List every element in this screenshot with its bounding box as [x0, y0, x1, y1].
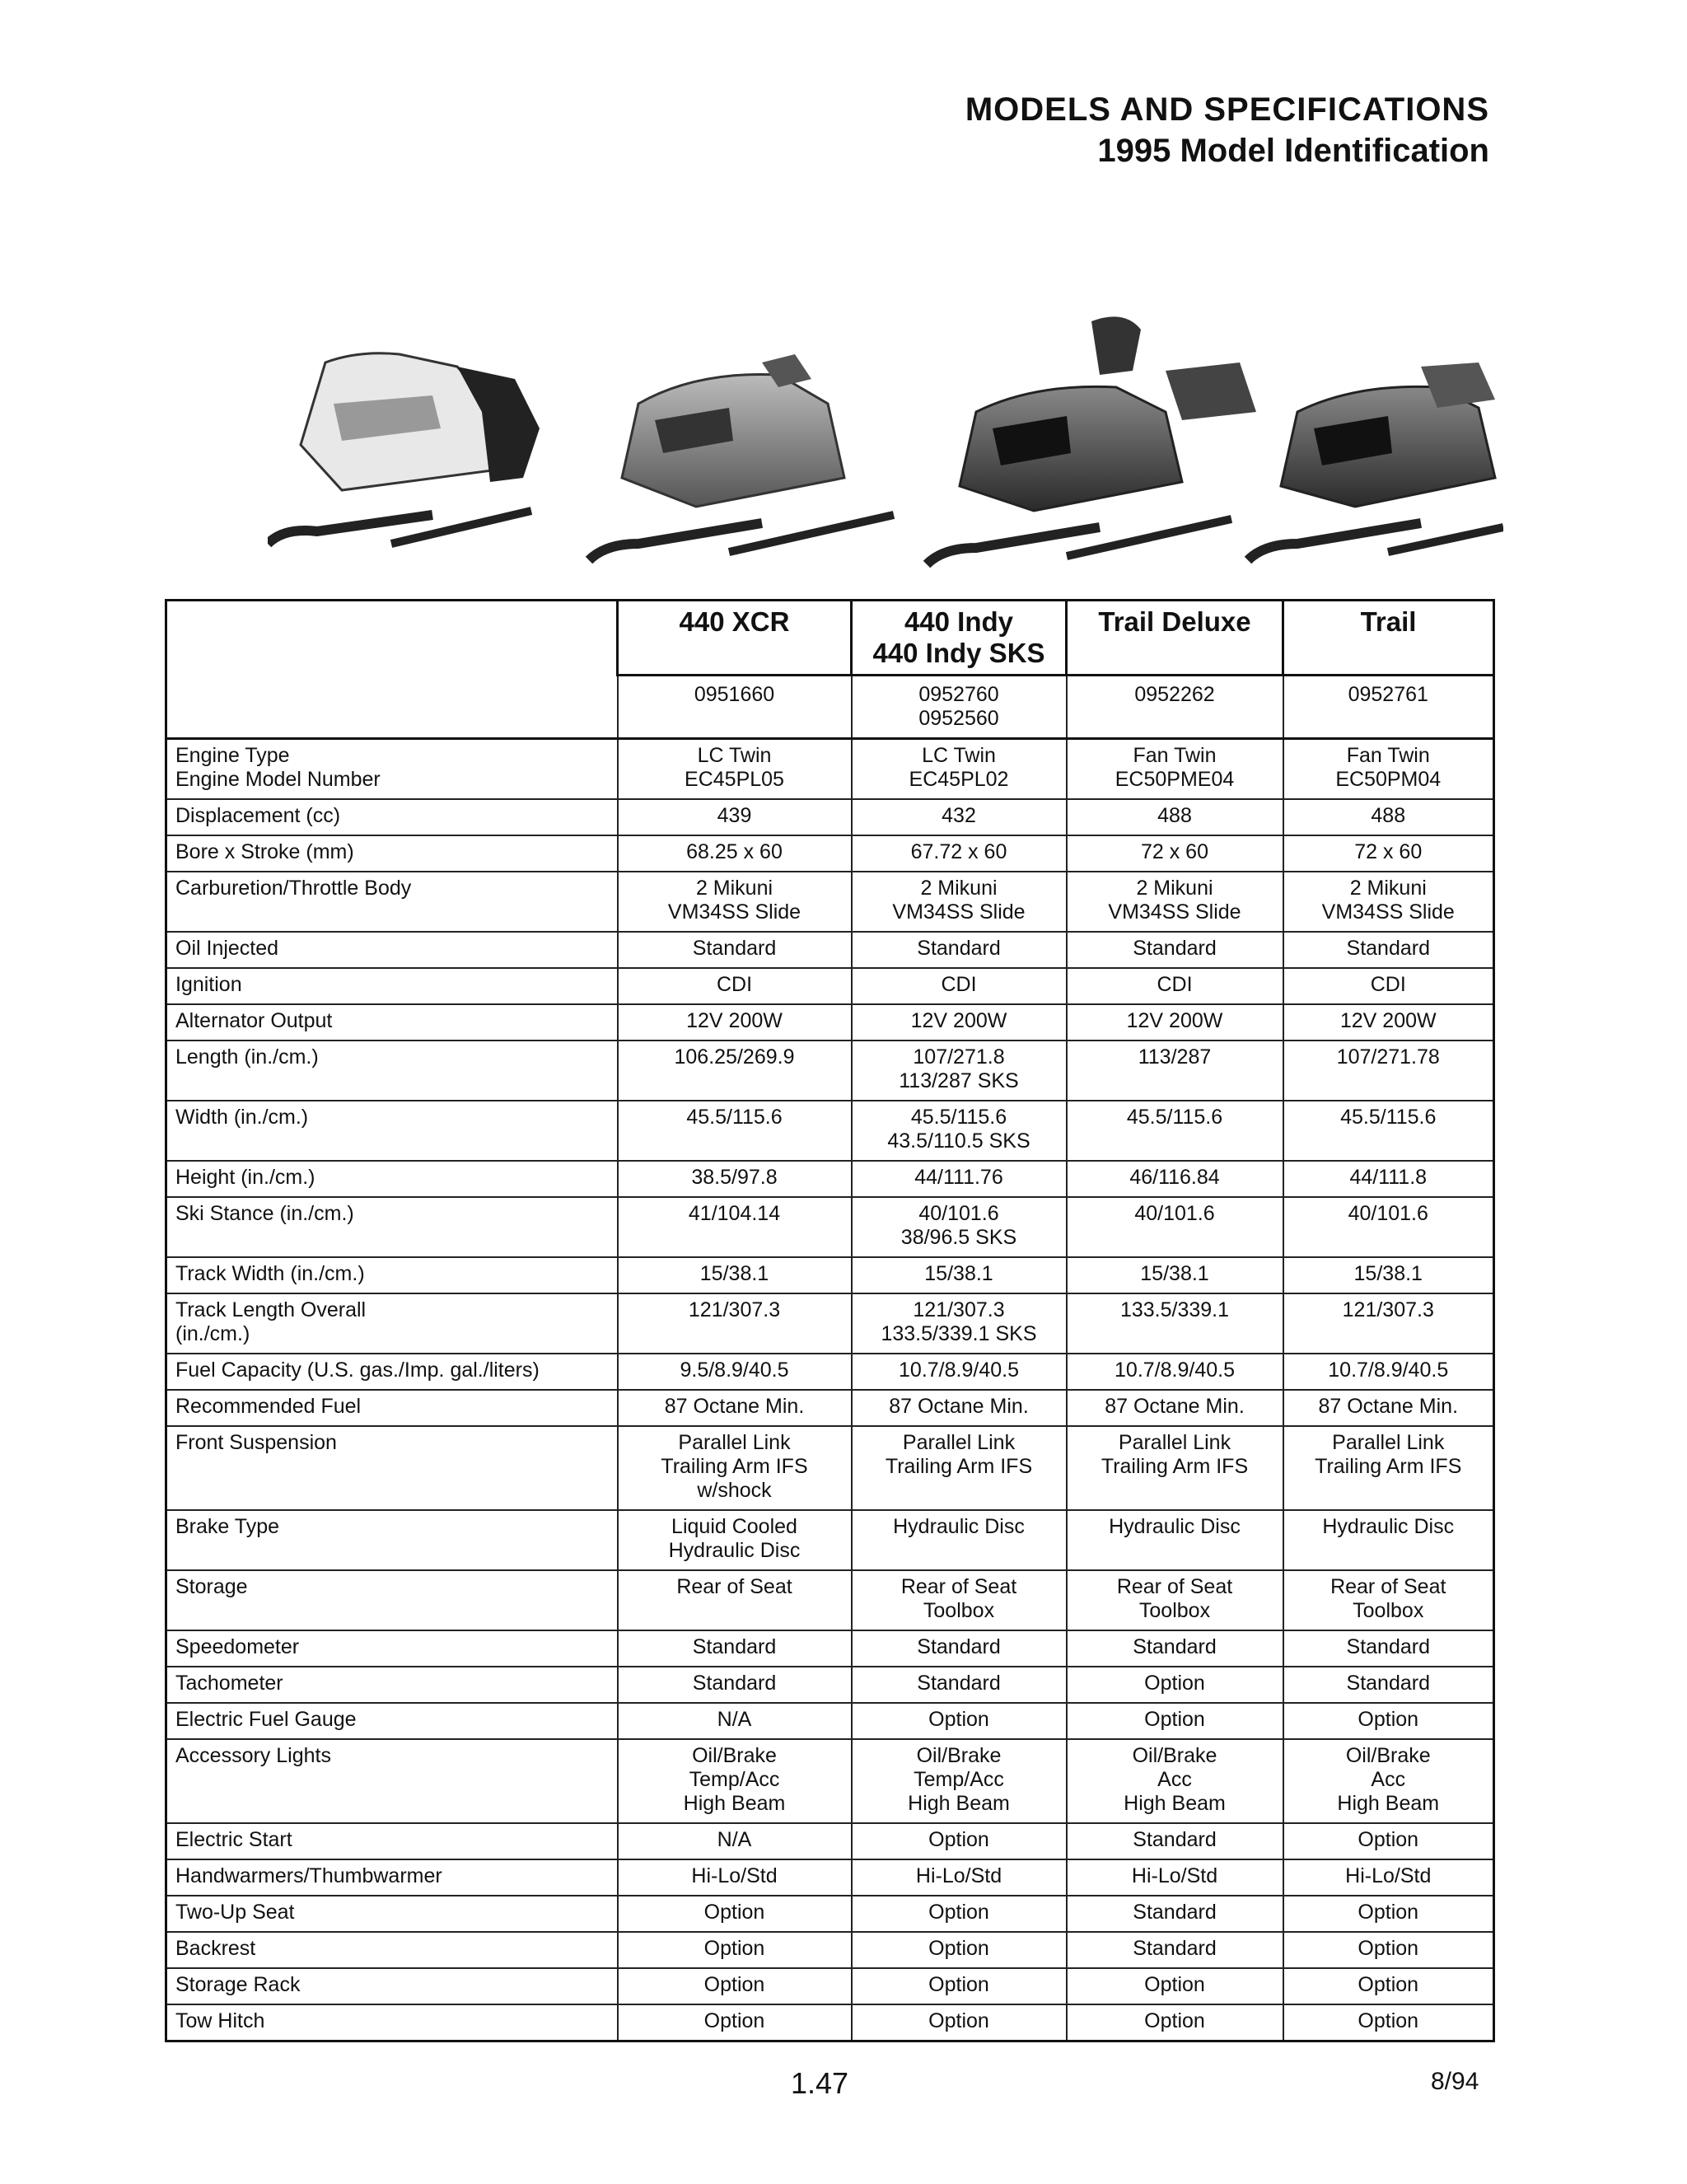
spec-row — [166, 1426, 1494, 1510]
spec-label: Engine Type Engine Model Number — [166, 739, 618, 800]
spec-value: Option — [1067, 2004, 1283, 2041]
spec-value: Parallel Link Trailing Arm IFS — [852, 1426, 1067, 1510]
spec-row — [166, 1004, 1494, 1041]
spec-value: Option — [1283, 1896, 1494, 1932]
spec-value: Hydraulic Disc — [852, 1510, 1067, 1570]
spec-value: 439 — [618, 799, 852, 835]
spec-value: 12V 200W — [1067, 1004, 1283, 1041]
specifications-table — [165, 599, 1495, 2042]
spec-value: Option — [1067, 1703, 1283, 1739]
spec-value: 87 Octane Min. — [618, 1390, 852, 1426]
spec-value: Standard — [1067, 1630, 1283, 1667]
spec-value: Option — [852, 1703, 1067, 1739]
spec-label: Ski Stance (in./cm.) — [166, 1197, 618, 1257]
spec-label: Displacement (cc) — [166, 799, 618, 835]
spec-value: Standard — [1067, 932, 1283, 968]
model-name-row — [166, 601, 1494, 676]
spec-value: 432 — [852, 799, 1067, 835]
spec-value: 488 — [1283, 799, 1494, 835]
spec-value: 121/307.3 — [1283, 1293, 1494, 1354]
spec-label: Fuel Capacity (U.S. gas./Imp. gal./liters) — [166, 1354, 618, 1390]
spec-label: Alternator Output — [166, 1004, 618, 1041]
spec-label: Carburetion/Throttle Body — [166, 872, 618, 932]
spec-label: Electric Start — [166, 1823, 618, 1859]
spec-value: Hydraulic Disc — [1283, 1510, 1494, 1570]
model-name-header: 440 XCR — [618, 601, 852, 676]
model-name-header: Trail — [1283, 601, 1494, 676]
spec-value: Fan Twin EC50PM04 — [1283, 739, 1494, 800]
spec-label: Speedometer — [166, 1630, 618, 1667]
spec-label: Tachometer — [166, 1667, 618, 1703]
spec-value: Option — [1067, 1667, 1283, 1703]
spec-row — [166, 1739, 1494, 1823]
spec-label: Height (in./cm.) — [166, 1161, 618, 1197]
spec-value: Parallel Link Trailing Arm IFS — [1067, 1426, 1283, 1510]
spec-value: 121/307.3 133.5/339.1 SKS — [852, 1293, 1067, 1354]
spec-value: Option — [618, 1896, 852, 1932]
spec-value: 87 Octane Min. — [1283, 1390, 1494, 1426]
spec-label: Track Width (in./cm.) — [166, 1257, 618, 1293]
spec-value: 45.5/115.6 — [1067, 1101, 1283, 1161]
spec-value: Hi-Lo/Std — [618, 1859, 852, 1896]
spec-value: Option — [1283, 1703, 1494, 1739]
spec-label: Bore x Stroke (mm) — [166, 835, 618, 872]
spec-value: Rear of Seat Toolbox — [1067, 1570, 1283, 1630]
spec-label: Ignition — [166, 968, 618, 1004]
spec-value: Rear of Seat Toolbox — [1283, 1570, 1494, 1630]
spec-value: Oil/Brake Temp/Acc High Beam — [618, 1739, 852, 1823]
snowmobile-4-image — [1248, 362, 1503, 560]
spec-row — [166, 1896, 1494, 1932]
revision-date: 8/94 — [1431, 2068, 1479, 2095]
spec-value: Option — [1283, 2004, 1494, 2041]
spec-value: Parallel Link Trailing Arm IFS w/shock — [618, 1426, 852, 1510]
spec-value: Fan Twin EC50PME04 — [1067, 739, 1283, 800]
spec-value: N/A — [618, 1823, 852, 1859]
spec-value: 45.5/115.6 — [618, 1101, 852, 1161]
spec-label: Track Length Overall (in./cm.) — [166, 1293, 618, 1354]
model-name-header: 440 Indy 440 Indy SKS — [852, 601, 1067, 676]
spec-value: 72 x 60 — [1283, 835, 1494, 872]
part-number-cell: 0952761 — [1283, 676, 1494, 739]
spec-row — [166, 1932, 1494, 1968]
snowmobile-2-image — [589, 354, 894, 560]
spec-label: Backrest — [166, 1932, 618, 1968]
spec-label: Length (in./cm.) — [166, 1041, 618, 1101]
spec-value: Standard — [1067, 1932, 1283, 1968]
spec-value: 40/101.6 — [1067, 1197, 1283, 1257]
spec-value: 12V 200W — [852, 1004, 1067, 1041]
spec-row — [166, 1510, 1494, 1570]
spec-row — [166, 872, 1494, 932]
snowmobile-3-image — [927, 316, 1256, 564]
spec-row — [166, 1570, 1494, 1630]
page-subtitle: 1995 Model Identification — [1097, 133, 1489, 169]
spec-value: Standard — [1067, 1896, 1283, 1932]
snowmobile-1-image — [268, 353, 540, 544]
spec-value: 2 Mikuni VM34SS Slide — [1283, 872, 1494, 932]
spec-value: 10.7/8.9/40.5 — [1283, 1354, 1494, 1390]
spec-value: 45.5/115.6 — [1283, 1101, 1494, 1161]
spec-value: Option — [1067, 1968, 1283, 2004]
spec-label: Brake Type — [166, 1510, 618, 1570]
spec-value: 10.7/8.9/40.5 — [852, 1354, 1067, 1390]
spec-row — [166, 1197, 1494, 1257]
spec-row — [166, 1630, 1494, 1667]
part-number-cell: 0951660 — [618, 676, 852, 739]
spec-label: Two-Up Seat — [166, 1896, 618, 1932]
spec-value: Option — [1283, 1932, 1494, 1968]
spec-value: CDI — [1283, 968, 1494, 1004]
spec-value: Oil/Brake Acc High Beam — [1067, 1739, 1283, 1823]
spec-value: Rear of Seat Toolbox — [852, 1570, 1067, 1630]
spec-value: 40/101.6 — [1283, 1197, 1494, 1257]
section-title: MODELS AND SPECIFICATIONS — [965, 91, 1489, 128]
part-number-cell: 0952262 — [1067, 676, 1283, 739]
spec-value: Standard — [618, 1630, 852, 1667]
spec-row — [166, 1041, 1494, 1101]
spec-value: 107/271.8 113/287 SKS — [852, 1041, 1067, 1101]
spec-value: 15/38.1 — [1067, 1257, 1283, 1293]
spec-value: LC Twin EC45PL05 — [618, 739, 852, 800]
spec-value: LC Twin EC45PL02 — [852, 739, 1067, 800]
spec-value: 107/271.78 — [1283, 1041, 1494, 1101]
spec-value: Standard — [618, 1667, 852, 1703]
spec-value: Standard — [1067, 1823, 1283, 1859]
spec-value: 2 Mikuni VM34SS Slide — [618, 872, 852, 932]
header-blank-cell — [166, 601, 618, 739]
spec-value: 87 Octane Min. — [852, 1390, 1067, 1426]
spec-label: Storage Rack — [166, 1968, 618, 2004]
spec-value: 15/38.1 — [852, 1257, 1067, 1293]
spec-value: Hi-Lo/Std — [852, 1859, 1067, 1896]
spec-value: Option — [618, 2004, 852, 2041]
spec-value: Parallel Link Trailing Arm IFS — [1283, 1426, 1494, 1510]
spec-value: Rear of Seat — [618, 1570, 852, 1630]
spec-row — [166, 799, 1494, 835]
spec-value: Standard — [852, 1630, 1067, 1667]
spec-value: 38.5/97.8 — [618, 1161, 852, 1197]
spec-value: 45.5/115.6 43.5/110.5 SKS — [852, 1101, 1067, 1161]
spec-row — [166, 1390, 1494, 1426]
spec-value: Option — [1283, 1968, 1494, 2004]
spec-value: Option — [852, 1968, 1067, 2004]
spec-row — [166, 1293, 1494, 1354]
spec-row — [166, 1823, 1494, 1859]
spec-label: Accessory Lights — [166, 1739, 618, 1823]
spec-label: Tow Hitch — [166, 2004, 618, 2041]
model-name-header: Trail Deluxe — [1067, 601, 1283, 676]
spec-value: 2 Mikuni VM34SS Slide — [852, 872, 1067, 932]
spec-row — [166, 968, 1494, 1004]
specifications-body — [166, 739, 1494, 2041]
spec-value: 44/111.8 — [1283, 1161, 1494, 1197]
spec-value: Standard — [1283, 1630, 1494, 1667]
spec-value: 10.7/8.9/40.5 — [1067, 1354, 1283, 1390]
spec-value: Option — [1283, 1823, 1494, 1859]
spec-value: Option — [852, 1896, 1067, 1932]
spec-row — [166, 1703, 1494, 1739]
spec-value: 72 x 60 — [1067, 835, 1283, 872]
spec-value: CDI — [1067, 968, 1283, 1004]
spec-value: Oil/Brake Acc High Beam — [1283, 1739, 1494, 1823]
spec-value: 87 Octane Min. — [1067, 1390, 1283, 1426]
spec-value: 9.5/8.9/40.5 — [618, 1354, 852, 1390]
spec-row — [166, 1968, 1494, 2004]
spec-value: Standard — [852, 932, 1067, 968]
spec-value: CDI — [852, 968, 1067, 1004]
spec-label: Oil Injected — [166, 932, 618, 968]
spec-row — [166, 739, 1494, 800]
spec-value: Option — [852, 1823, 1067, 1859]
spec-row — [166, 1354, 1494, 1390]
spec-value: Standard — [618, 932, 852, 968]
spec-label: Front Suspension — [166, 1426, 618, 1510]
spec-value: Option — [852, 1932, 1067, 1968]
spec-row — [166, 932, 1494, 968]
spec-row — [166, 2004, 1494, 2041]
spec-value: 121/307.3 — [618, 1293, 852, 1354]
spec-value: 46/116.84 — [1067, 1161, 1283, 1197]
spec-value: CDI — [618, 968, 852, 1004]
spec-value: 106.25/269.9 — [618, 1041, 852, 1101]
spec-value: 12V 200W — [618, 1004, 852, 1041]
spec-value: 68.25 x 60 — [618, 835, 852, 872]
page-number: 1.47 — [791, 2066, 849, 2100]
spec-label: Storage — [166, 1570, 618, 1630]
spec-value: 40/101.6 38/96.5 SKS — [852, 1197, 1067, 1257]
spec-value: Option — [618, 1968, 852, 2004]
spec-row — [166, 1101, 1494, 1161]
spec-label: Electric Fuel Gauge — [166, 1703, 618, 1739]
spec-value: Hi-Lo/Std — [1283, 1859, 1494, 1896]
page-header — [965, 89, 1489, 171]
snowmobile-lineup-photo — [268, 305, 1503, 577]
spec-value: Standard — [1283, 932, 1494, 968]
spec-row — [166, 1667, 1494, 1703]
spec-label: Handwarmers/Thumbwarmer — [166, 1859, 618, 1896]
spec-value: 488 — [1067, 799, 1283, 835]
spec-value: 67.72 x 60 — [852, 835, 1067, 872]
part-number-cell: 0952760 0952560 — [852, 676, 1067, 739]
spec-value: 133.5/339.1 — [1067, 1293, 1283, 1354]
spec-value: Oil/Brake Temp/Acc High Beam — [852, 1739, 1067, 1823]
spec-value: Liquid Cooled Hydraulic Disc — [618, 1510, 852, 1570]
spec-value: Hi-Lo/Std — [1067, 1859, 1283, 1896]
spec-value: Option — [852, 2004, 1067, 2041]
spec-row — [166, 1859, 1494, 1896]
spec-value: 12V 200W — [1283, 1004, 1494, 1041]
spec-value: Hydraulic Disc — [1067, 1510, 1283, 1570]
spec-value: 15/38.1 — [1283, 1257, 1494, 1293]
spec-label: Recommended Fuel — [166, 1390, 618, 1426]
spec-row — [166, 1257, 1494, 1293]
spec-row — [166, 1161, 1494, 1197]
spec-value: 44/111.76 — [852, 1161, 1067, 1197]
spec-label: Width (in./cm.) — [166, 1101, 618, 1161]
spec-row — [166, 835, 1494, 872]
spec-value: N/A — [618, 1703, 852, 1739]
spec-value: 41/104.14 — [618, 1197, 852, 1257]
spec-value: Standard — [852, 1667, 1067, 1703]
spec-value: Standard — [1283, 1667, 1494, 1703]
spec-value: 2 Mikuni VM34SS Slide — [1067, 872, 1283, 932]
spec-value: 15/38.1 — [618, 1257, 852, 1293]
spec-value: Option — [618, 1932, 852, 1968]
spec-value: 113/287 — [1067, 1041, 1283, 1101]
